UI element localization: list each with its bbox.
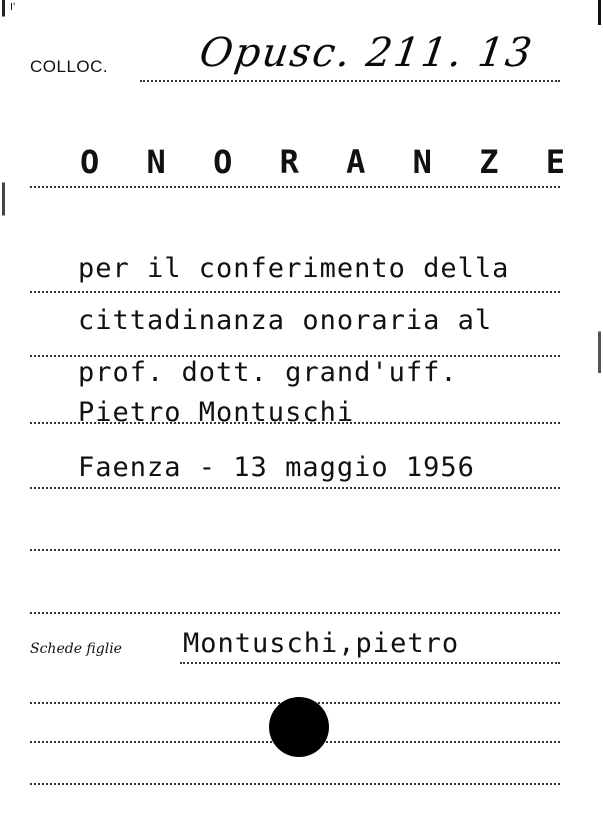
dotted-rule-colloc <box>140 80 560 82</box>
schede-label: Schede figlie <box>30 641 122 657</box>
body-line-2: cittadinanza onoraria al <box>78 305 493 336</box>
dotted-rule-4 <box>30 487 560 489</box>
body-line-5: Faenza - 13 maggio 1956 <box>78 452 475 483</box>
card-title: O N O R A N Z E <box>80 143 579 181</box>
colloc-label: COLLOC. <box>30 57 109 76</box>
dotted-rule-5 <box>30 549 560 551</box>
punch-hole <box>269 697 329 757</box>
colloc-value: Opusc. 211. 13 <box>196 30 537 76</box>
dotted-rule-title <box>30 186 560 188</box>
dotted-rule-1 <box>30 291 560 293</box>
body-line-3: prof. dott. grand'uff. <box>78 357 458 388</box>
body-line-4: Pietro Montuschi <box>78 397 355 428</box>
dotted-rule-9 <box>30 783 560 785</box>
corner-mark: Iʿ <box>10 2 17 13</box>
body-line-1: per il conferimento della <box>78 253 510 284</box>
dotted-rule-6 <box>30 612 560 614</box>
card-right-edge <box>598 0 601 829</box>
card-left-edge <box>2 0 5 829</box>
dotted-rule-schede <box>180 662 560 664</box>
schede-value: Montuschi,pietro <box>183 628 460 659</box>
dotted-rule-3 <box>30 422 560 424</box>
